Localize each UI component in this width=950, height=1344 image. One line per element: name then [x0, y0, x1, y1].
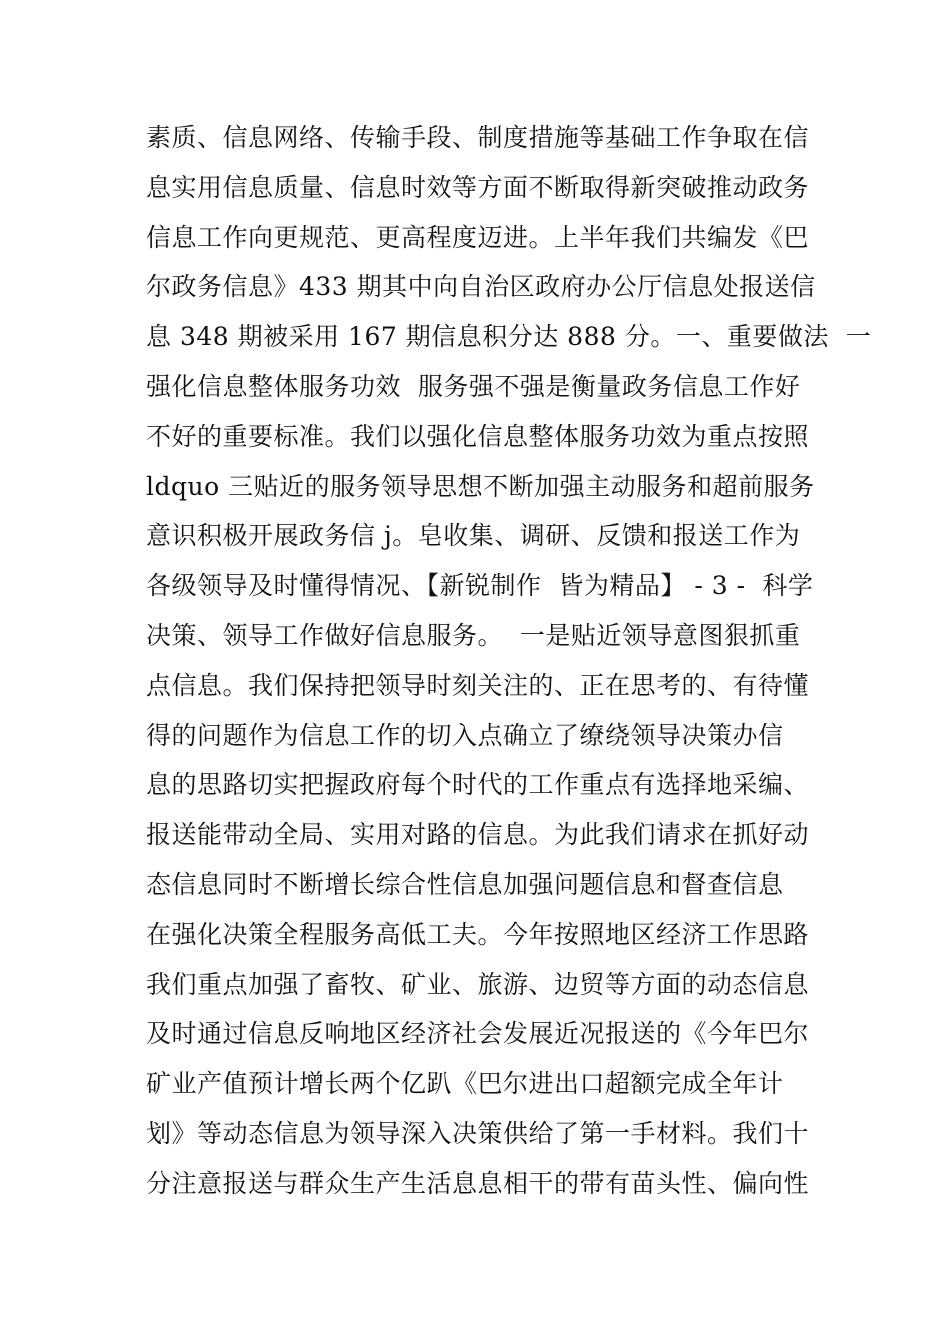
text-line: 强化信息整体服务功效 服务强不强是衡量政务信息工作好 [146, 371, 801, 401]
text-line: 信息工作向更规范、更高程度迈进。上半年我们共编发《巴 [146, 222, 810, 252]
text-line: 划》等动态信息为领导深入决策供给了第一手材料。我们十 [146, 1118, 810, 1148]
text-line: 各级领导及时懂得情况、【新锐制作 皆为精品】 - 3 - 科学 [146, 571, 814, 601]
text-line: 决策、领导工作做好信息服务。 一是贴近领导意图狠抓重 [146, 620, 801, 650]
text-line: 在强化决策全程服务高低工夫。今年按照地区经济工作思路 [146, 919, 810, 949]
text-line: 意识积极开展政务信 j。皂收集、调研、反馈和报送工作为 [146, 521, 801, 551]
text-line: 不好的重要标准。我们以强化信息整体服务功效为重点按照 [146, 421, 810, 451]
text-line: 息 348 期被采用 167 期信息积分达 888 分。一、重要做法 一 [146, 322, 872, 352]
text-line: 我们重点加强了畜牧、矿业、旅游、边贸等方面的动态信息 [146, 969, 810, 999]
text-line: 点信息。我们保持把领导时刻关注的、正在思考的、有待懂 [146, 670, 810, 700]
text-line: 息实用信息质量、信息时效等方面不断取得新突破推动政务 [146, 172, 810, 202]
body-text [146, 113, 872, 1209]
text-line: 尔政务信息》433 期其中向自治区政府办公厅信息处报送信 [146, 272, 816, 302]
text-line: ldquo 三贴近的服务领导思想不断加强主动服务和超前服务 [146, 471, 815, 501]
text-line: 得的问题作为信息工作的切入点确立了缭绕领导决策办信 [146, 720, 784, 750]
text-line: 报送能带动全局、实用对路的信息。为此我们请求在抓好动 [146, 820, 810, 850]
text-line: 息的思路切实把握政府每个时代的工作重点有选择地采编、 [146, 770, 810, 800]
text-line: 及时通过信息反响地区经济社会发展近况报送的《今年巴尔 [146, 1019, 810, 1049]
text-line: 分注意报送与群众生产生活息息相干的带有苗头性、偏向性 [146, 1168, 810, 1198]
text-line: 矿业产值预计增长两个亿趴《巴尔进出口超额完成全年计 [146, 1069, 784, 1099]
text-line: 态信息同时不断增长综合性信息加强问题信息和督查信息 [146, 869, 784, 899]
text-line: 素质、信息网络、传输手段、制度措施等基础工作争取在信 [146, 123, 810, 152]
